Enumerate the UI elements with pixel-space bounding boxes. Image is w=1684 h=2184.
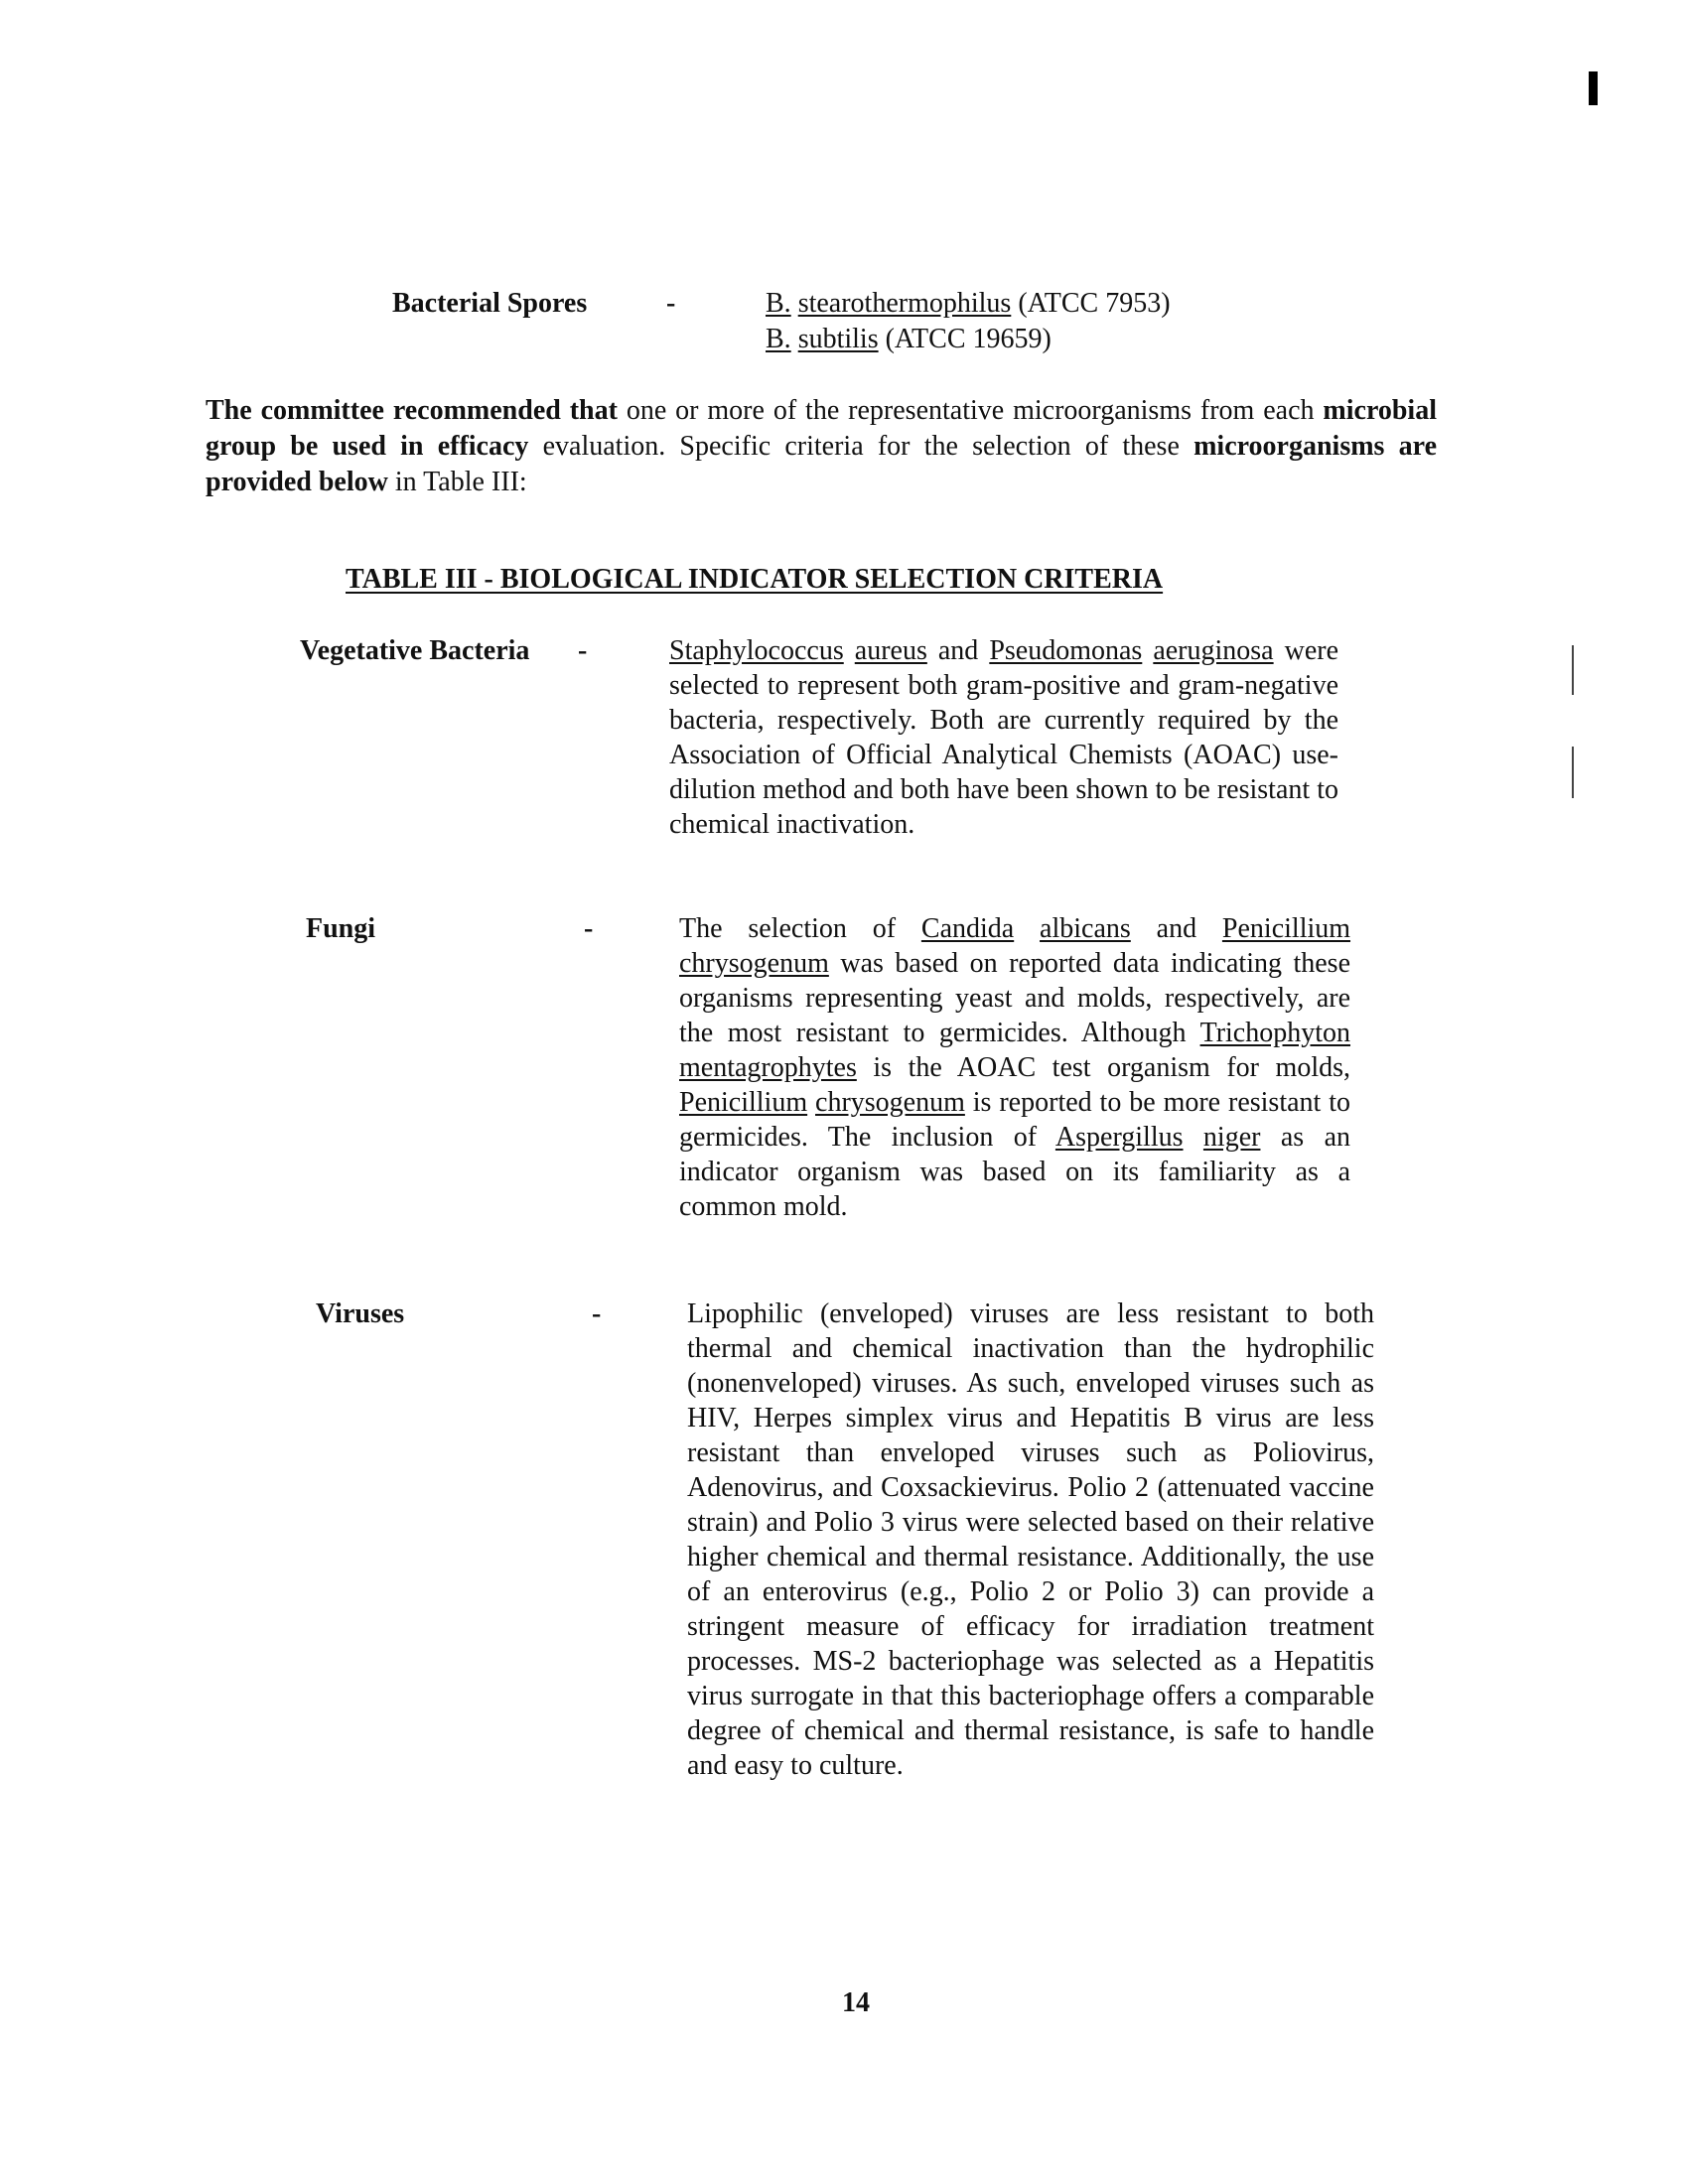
description-text: and xyxy=(1156,913,1197,944)
organism-name: albicans xyxy=(1040,913,1131,944)
description-text: is reported to be more resistant to germicides. The inclusion of xyxy=(679,1087,1350,1153)
description-text: is the AOAC test organism for molds, xyxy=(873,1052,1350,1083)
organism-name: Aspergillus xyxy=(1054,1122,1184,1153)
table-title: TABLE III - BIOLOGICAL INDICATOR SELECTION CRITERIA xyxy=(346,564,1164,595)
organism-name: Pseudomonas xyxy=(989,635,1143,666)
scan-artifact xyxy=(1572,645,1574,695)
organism-name: Candida xyxy=(920,913,1015,944)
spores-label: Bacterial Spores xyxy=(392,288,588,319)
organism-name: chrysogenum xyxy=(679,948,829,979)
organism-name: aeruginosa xyxy=(1153,635,1274,666)
spores-organisms xyxy=(766,286,1171,357)
category-dash: - xyxy=(578,635,588,666)
spores-line-1 xyxy=(766,286,1171,322)
description-text: were selected to represent both gram-positive and gram-negative bacteria, respectively. Both are currently required by the Association of Official Analytical Chemists (AOAC) use-dilution method and both have been shown to be resistant to chemical inactivation. xyxy=(669,635,1339,840)
description-text: as an indicator organism was based on its familiarity as a common mold. xyxy=(679,1122,1351,1222)
category-label: Viruses xyxy=(316,1298,405,1329)
organism-name: Penicillium xyxy=(679,1087,808,1118)
organism-name: chrysogenum xyxy=(815,1087,965,1118)
intro-text: one or more of the representative microorganisms from each xyxy=(626,395,1315,426)
atcc-code: (ATCC 19659) xyxy=(885,324,1052,354)
category-description xyxy=(669,633,1338,842)
genus-abbrev: B. xyxy=(766,288,791,319)
spores-line-2 xyxy=(766,322,1171,357)
category-label: Fungi xyxy=(306,913,376,944)
category-label: Vegetative Bacteria xyxy=(300,635,530,666)
description-text: was based on reported data indicating these organisms representing yeast and molds, respectively, are the most resistant to germicides. Although xyxy=(679,948,1351,1048)
organism-name: Penicillium xyxy=(1221,913,1351,944)
species-name: stearothermophilus xyxy=(797,288,1012,319)
category-description xyxy=(679,911,1350,1224)
description-text: and xyxy=(937,635,979,666)
intro-text: in Table III: xyxy=(394,467,527,497)
intro-paragraph xyxy=(206,393,1437,500)
category-dash: - xyxy=(592,1298,602,1329)
organism-name: Trichophyton xyxy=(1199,1018,1351,1048)
scan-edge-mark xyxy=(1589,71,1598,105)
organism-name: mentagrophytes xyxy=(679,1052,857,1083)
genus-abbrev: B. xyxy=(766,324,791,354)
intro-text: evaluation. Specific criteria for the selection of these xyxy=(542,431,1180,462)
intro-bold-lead: The committee recommended that xyxy=(206,395,618,426)
intro-bold-tail: microorganisms are provided below xyxy=(206,431,1437,497)
scan-artifact xyxy=(1572,747,1574,798)
category-description: Lipophilic (enveloped) viruses are less resistant to both thermal and chemical inactivation than the hydrophilic (nonenveloped) viruses. As such, enveloped viruses such as HIV, Herpes simplex virus and Hepatitis B virus are less resistant than enveloped viruses such as Poliovirus, Adenovirus, and Coxsackievirus. Polio 2 (attenuated vaccine strain) and Polio 3 virus were selected based on their relative higher chemical and thermal resistance. Additionally, the use of an enterovirus (e.g., Polio 2 or Polio 3) can provide a stringent measure of efficacy for irradiation treatment processes. MS-2 bacteriophage was selected as a Hepatitis virus surrogate in that this bacteriophage offers a comparable degree of chemical and thermal resistance, is safe to handle and easy to culture. xyxy=(687,1298,1374,1781)
page-number: 14 xyxy=(842,1987,870,2018)
spores-dash: - xyxy=(666,288,676,319)
organism-name: niger xyxy=(1202,1122,1261,1153)
description-text: The selection of xyxy=(679,913,897,944)
species-name: subtilis xyxy=(797,324,879,354)
atcc-code: (ATCC 7953) xyxy=(1018,288,1171,319)
organism-name: aureus xyxy=(854,635,927,666)
category-dash: - xyxy=(584,913,594,944)
intro-bold-mid: microbial group be used in efficacy xyxy=(206,395,1437,462)
organism-name: Staphylococcus xyxy=(669,635,844,666)
